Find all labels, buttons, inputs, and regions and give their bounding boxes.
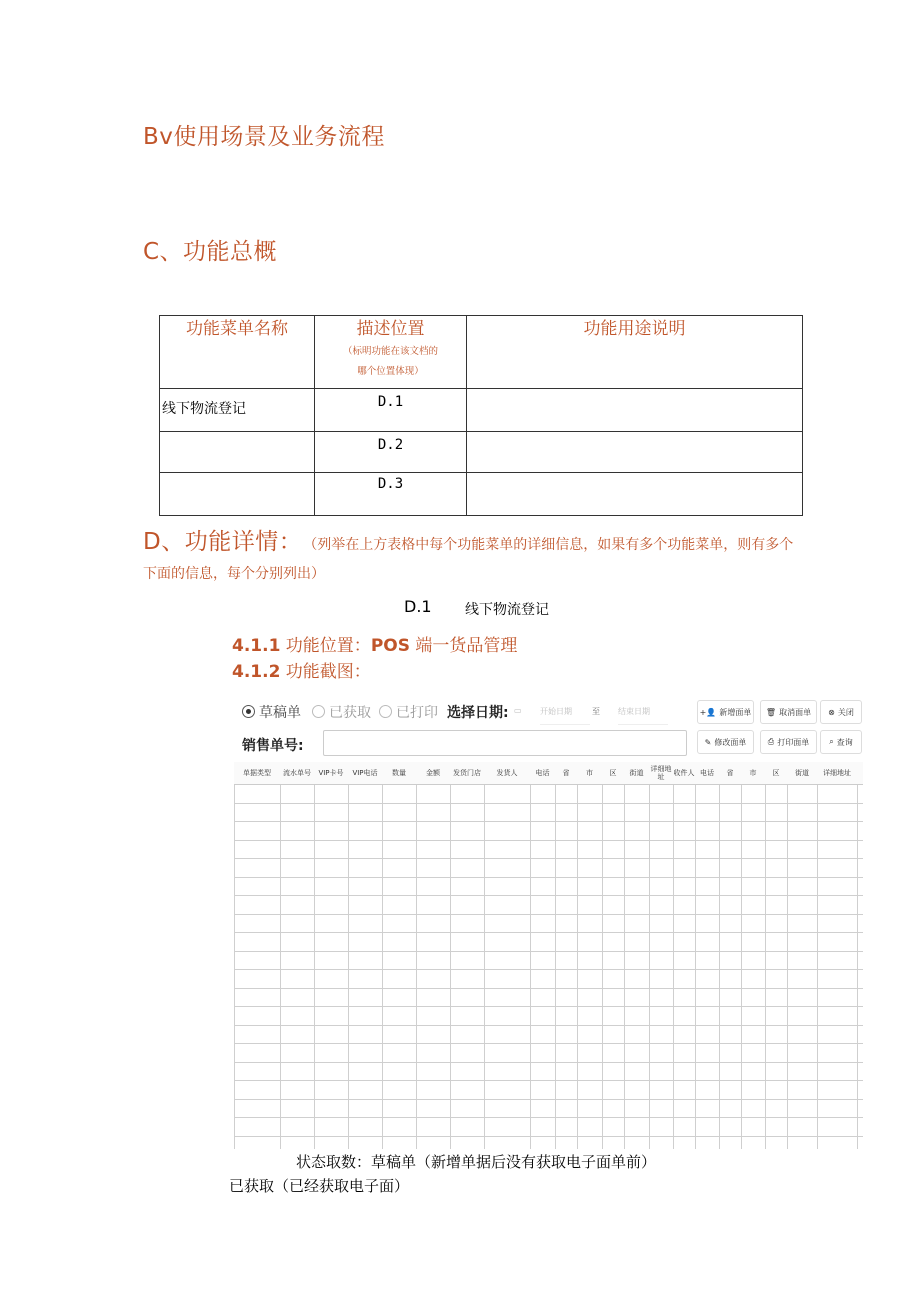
radio-printed[interactable]: 已打印 — [379, 702, 438, 722]
section-4-1-2: 4.1.2 功能截图： — [232, 662, 371, 682]
order-number-input[interactable] — [323, 730, 687, 756]
header-position-note: （标明功能在该文档的 — [342, 346, 438, 357]
grid-column-header: 区 — [772, 769, 780, 777]
filter-bar — [234, 700, 863, 724]
grid-column-header: 详细地址 — [823, 769, 851, 777]
grid-column-header: 金额 — [426, 769, 440, 777]
row-usage — [467, 389, 803, 432]
edit-waybill-button[interactable]: ✎ 修改面单 — [697, 730, 754, 754]
edit-icon: ✎ — [704, 737, 712, 747]
table-row — [160, 473, 803, 516]
printer-icon: ⎙ — [767, 737, 775, 746]
grid-column-header: 省 — [562, 769, 570, 777]
caption-status: 状态取数：草稿单（新增单据后没有获取电子面单前） — [296, 1153, 657, 1171]
grid-column-header: 流水单号 — [283, 769, 311, 777]
heading-c: C、功能总概 — [143, 239, 278, 265]
grid-column-header: 街道 — [629, 769, 644, 777]
caption-fetched: 已获取（已经获取电子面） — [229, 1177, 410, 1195]
close-button[interactable]: ⊗ 关闭 — [820, 700, 862, 724]
grid-column-header: 收件人 — [673, 769, 695, 777]
row-usage — [467, 473, 803, 516]
date-to: 至 — [592, 707, 600, 716]
search-icon: ⌕ — [829, 737, 834, 746]
header-usage: 功能用途说明 — [467, 316, 803, 389]
d1-name: 线下物流登记 — [465, 602, 549, 618]
grid-column-header: 街道 — [795, 769, 809, 777]
radio-icon — [379, 705, 392, 718]
add-user-icon: +👤 — [699, 707, 717, 717]
grid-column-header: 单据类型 — [243, 769, 271, 777]
table-row — [160, 432, 803, 473]
header-position-note-2: 哪个位置体现） — [357, 366, 424, 377]
order-label: 销售单号: — [242, 738, 304, 754]
grid-column-header: 电话 — [700, 769, 714, 777]
d-note-continued: 下面的信息，每个分别列出） — [143, 566, 325, 582]
grid-header — [234, 762, 863, 785]
grid-column-header: 市 — [749, 769, 757, 777]
grid-column-header: 省 — [726, 769, 734, 777]
header-name: 功能菜单名称 — [160, 316, 315, 389]
grid-column-header: VIP电话 — [352, 769, 378, 777]
d1-id: D.1 — [404, 597, 432, 616]
grid-column-header: 市 — [586, 769, 593, 777]
row-ref: D.1 — [315, 389, 467, 432]
waybill-grid — [234, 762, 863, 1149]
row-name — [160, 432, 315, 473]
row-name: 线下物流登记 — [160, 389, 315, 432]
header-position: 描述位置 （标明功能在该文档的 哪个位置体现） — [315, 316, 467, 389]
radio-fetched[interactable]: 已获取 — [312, 702, 371, 722]
grid-column-header: VIP卡号 — [318, 769, 344, 777]
table-row — [160, 389, 803, 432]
row-name — [160, 473, 315, 516]
grid-column-header: 详细地址 — [650, 765, 672, 781]
cancel-waybill-button[interactable]: 🗑 取消面单 — [760, 700, 817, 724]
radio-icon — [312, 705, 325, 718]
d-heading-line — [143, 523, 793, 556]
grid-column-header: 发货人 — [496, 769, 518, 777]
date-label: 选择日期: — [447, 705, 509, 721]
section-4-1-1: 4.1.1 功能位置：POS 端一货品管理 — [232, 636, 518, 656]
radio-selected-icon — [242, 705, 255, 718]
close-icon: ⊗ — [828, 707, 835, 717]
print-waybill-button[interactable]: ⎙ 打印面单 — [760, 730, 817, 754]
grid-lines — [234, 762, 863, 1149]
d-note: （列举在上方表格中每个功能菜单的详细信息，如果有多个功能菜单，则有多个 — [310, 537, 794, 553]
row-ref: D.3 — [315, 473, 467, 516]
search-button[interactable]: ⌕ 查询 — [820, 730, 862, 754]
function-screenshot — [234, 696, 863, 1149]
heading-b: Bv使用场景及业务流程 — [143, 124, 385, 150]
trash-icon: 🗑 — [765, 707, 777, 717]
row-usage — [467, 432, 803, 473]
date-start-input[interactable]: 开始日期 — [540, 706, 590, 725]
calendar-icon: ▭ — [514, 706, 522, 715]
radio-draft[interactable]: 草稿单 — [242, 702, 301, 722]
overview-table — [159, 315, 803, 516]
grid-column-header: 电话 — [535, 769, 550, 777]
grid-column-header: 发货门店 — [453, 769, 481, 777]
d-heading: D、功能详情： — [143, 529, 303, 555]
grid-column-header: 区 — [609, 769, 617, 777]
grid-column-header: 数量 — [392, 769, 406, 777]
overview-header-row — [160, 316, 803, 389]
date-end-input[interactable]: 结束日期 — [618, 706, 668, 725]
row-ref: D.2 — [315, 432, 467, 473]
new-waybill-button[interactable]: +👤 新增面单 — [697, 700, 754, 724]
order-bar — [234, 730, 863, 756]
